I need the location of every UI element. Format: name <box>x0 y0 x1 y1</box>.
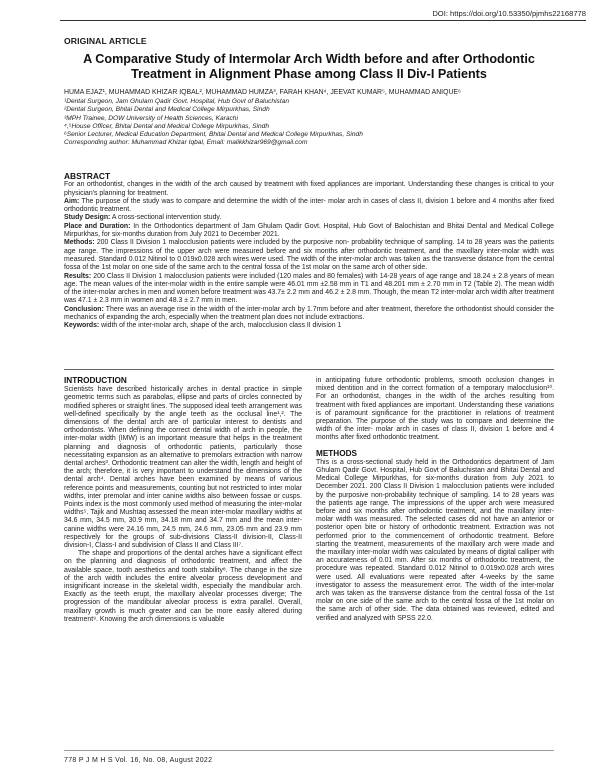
conclusion-label: Conclusion: <box>64 305 104 313</box>
abstract-intro: For an orthodontist, changes in the width of the arch caused by treatment with fixed appliances are important. Understanding these changes is critical to your physician's planning for treatment. <box>64 181 554 197</box>
introduction-paragraph-2: The shape and proportions of the dental arches have a significant effect on the planning and diagnosis of orthodontic treatment, and affect the available space, tooth aesthetics and tooth stability⁸. The change in the size of the arch width includes the entire alveolar process development and insignificant increase in the skeletal width, especially the mandibular arch. Exactly as the teeth erupt, the maxillary alveolar processes diverge; The progression of the mandibular alveolar process is extra parallel. Overall, maxillary growth is much greater and can be more easily altered during treatment⁹. Knowing the arch dimensions is valuable <box>64 550 302 623</box>
introduction-paragraph-1: Scientists have described historically arches in dental practice in simple geometric terms such as parabolas, ellipse and parts of circles connected by modified spheres or straight lines. The supposed ideal teeth arrangement was well-defined specifically by the angle teeth as the occlusal line¹,². The dimensions of the dental arch are of particular interest to dentists and orthodontists. When defining the correct dental width of arch in people, the inter-molar width (IMW) is an important measure that helps in the treatment planning and diagnosis of orthodontic patients, particularly those necessitating expansion as an alternative to premolars extraction with narrow dental arches³. Orthodontic treatment can alter the width, length and height of the arch; therefore, it is very important to understand the dimensions of the dental arch⁴. Dental arches have been examined by means of various reference points and measurements, counting but not restricted to inter molar widths, inter premolar and inter canine widths also between fossae or cusps. Points index is the most commonly used method of measuring the inter-molar widths⁵. Tajik and Mushtaq assessed the mean inter-molar maxillary widths at 34.6 mm, 34.5 mm, 30.9 mm, 34.18 mm and 34.7 mm and the mean inter-canine widths were 24.16 mm, 24.5 mm, 24.6 mm, 23.05 mm and 23.9 mm respectively for the groups of sub-divisions Class-II division-II, Class-II division-I, Class-I and subdivision of Class II and Class III⁷. <box>64 386 302 550</box>
introduction-paragraph-3: in anticipating future orthodontic problems, smooth occlusion changes in mixed dentition and in the correct formation of a temporary malocclusion¹⁰. For an orthodontist, changes in the width of the arches resulting from treatment with fixed appliances are important. Understanding these variations is of paramount significance for the practitioner in relations of treatment preparation. The purpose of the study was to compare and determine the width of the inter- molar arch in cases of class II, division 1 before and 4 months after fixed orthodontic treatment. <box>316 377 554 442</box>
conclusion-text: There was an average rise in the width of the inter-molar arch by 1.7mm before and after treatment, therefore the orthodontist should consider the mechanics of expanding the arch, especially when the treatment plan does not include extractions. <box>64 305 554 322</box>
affiliation-5: ⁶Senior Lecturer, Medical Education Department, Bhitai Dental and Medical College Mirpurkhas, Sindh <box>64 131 363 139</box>
design-label: Study Design: <box>64 214 111 222</box>
page-footer: 778 P J M H S Vol. 16, No. 08, August 2022 <box>64 757 213 764</box>
methods-heading: METHODS <box>316 448 357 458</box>
abstract-section <box>64 172 554 331</box>
methods-label: Methods: <box>64 239 95 247</box>
header-rule <box>60 20 586 21</box>
left-column <box>64 377 302 624</box>
place-label: Place and Duration: <box>64 222 131 230</box>
abstract-keywords <box>64 322 554 330</box>
keywords-text: width of the inter-molar arch, shape of the arch, malocclusion class II division 1 <box>99 322 342 330</box>
abstract-methods <box>64 239 554 272</box>
doi-link[interactable]: DOI: https://doi.org/10.53350/pjmhs22168778 <box>432 9 586 18</box>
abstract-aim <box>64 198 554 215</box>
methods-paragraph: This is a cross-sectional study held in the Orthodontics department of Jam Ghulam Qadir Govt. Hospital, Hub Govt of Baluchistan and Bhitai Dental and Medical College Mirpurkhas, for six-months duration from July 2021 to December 2021. 200 Class II Division 1 malocclusion patients were included by the purposive non-probability technique of sampling. 14 to 28 years was the patients age range. The impressions of the upper arch were measured before and six months after orthodontic treatment, and the maxillary inter-molar width was measured. The selected cases did not have an anterior or posterior open bite or history of orthodontic treatment. Extraction was not performed prior to the commencement of orthodontic treatment. Before starting the treatment, measurements of the maxillary arch were made and the maxillary inter-molar width was calculated by means of digital calliper with an accurateness of 0.01 mm. After six months of orthodontic treatment, the procedure was repeated. Standard 0.012 Nitinol to 0.019x0.028 arch wires were used. All evaluations were repeated after 4-weeks by the same investigator to assess the measurement error. The width of the inter-molar arch was taken as the transverse distance from the central fossa of the 1st molar on one side of the same arch to the central fossa of the 1st molar on the same arch of other side. The data obtained was reviewed, edited and verified and analyzed with SPSS 22.0. <box>316 458 554 622</box>
abstract-results <box>64 273 554 306</box>
design-text: A cross-sectional intervention study. <box>110 214 222 222</box>
right-column <box>316 377 554 623</box>
aim-text: The purpose of the study was to compare and determine the width of the inter- molar arch in cases of class II, division 1 before and 4 months after fixed orthodontic treatment. <box>64 197 554 214</box>
author-names: HUMA EJAZ¹, MUHAMMAD KHIZAR IQBAL², MUHAMMAD HUMZA³, FARAH KHAN⁴, JEEVAT KUMAR⁵, MUHAMMAD ANIQUE⁶ <box>64 89 461 96</box>
abstract-place <box>64 223 554 240</box>
article-title: A Comparative Study of Intermolar Arch Width before and after Orthodontic Treatment in Alignment Phase among Class II Div-I Patients <box>83 52 535 81</box>
author-block <box>64 89 554 147</box>
article-type-label: ORIGINAL ARTICLE <box>64 36 147 46</box>
results-text: 200 Class II Division 1 malocclusion patients were included (120 males and 80 females) with 14-28 years of age range and 18.24 ± 2.8 years of mean age. The mean values of the inter-molar width in the entire sample were 46.01 mm ±2.58 mm in T1 and 48.201 mm ± 2.70 mm in T2 (Table 2). The mean width of the inter-molar arches in men and women before treatment was 43.7± 2.2 mm and 46.2 ± 2.8 mm. Though, the mean T2 inter-molar arch width after treatment was 47.1 ± 2.3 mm in women and 48.3 ± 2.7 mm in men. <box>64 272 554 305</box>
abstract-heading: ABSTRACT <box>64 171 111 181</box>
introduction-heading: INTRODUCTION <box>64 376 127 385</box>
aim-label: Aim: <box>64 197 80 205</box>
keywords-label: Keywords: <box>64 322 100 330</box>
results-label: Results: <box>64 272 92 280</box>
abstract-design <box>64 214 554 222</box>
place-text: In the Orthodontics department of Jam Ghulam Qadir Govt. Hospital, Hub Govt of Balochistan and Bhitai Dental and Medical College Mirpurkhas, for six-months duration from July 2021 to December 2021. <box>64 222 554 239</box>
affiliation-2: ²Dental Surgeon, Bhitai Dental and Medical College Mirpurkhas, Sindh <box>64 106 270 114</box>
abstract-conclusion <box>64 306 554 323</box>
corresponding-author: Corresponding author: Muhammad Khizar Iqbal, Email: malikkhizar969@gmail.com <box>64 139 308 147</box>
section-divider <box>64 369 554 370</box>
affiliation-3: ³MPH Trainee, DOW University of Health Sciences, Karachi <box>64 114 238 122</box>
affiliation-4: ⁴,⁵House Officer, Bhitai Dental and Medical College Mirpurkhas, Sindh <box>64 122 270 130</box>
footer-rule <box>64 750 554 751</box>
affiliation-1: ¹Dental Surgeon, Jam Ghulam Qadir Govt. Hospital, Hub Govt of Baluchistan <box>64 98 290 106</box>
methods-text: 200 Class II Division 1 malocclusion patients were included by the purposive non- probability technique of sampling. 14 to 28 years was the patients age range. The impressions of the upper arch were measured before and six months after orthodontic treatment, and the maxillary inter-molar width was measured. Standard 0.012 Nitinol to 0.019x0.028 arch wires were used. The width of the inter-molar arch was taken as the transverse distance from the central fossa of the 1st molar on one side of the same arch to the central fossa of the 1st molar on the same arch of other side. <box>64 239 554 272</box>
